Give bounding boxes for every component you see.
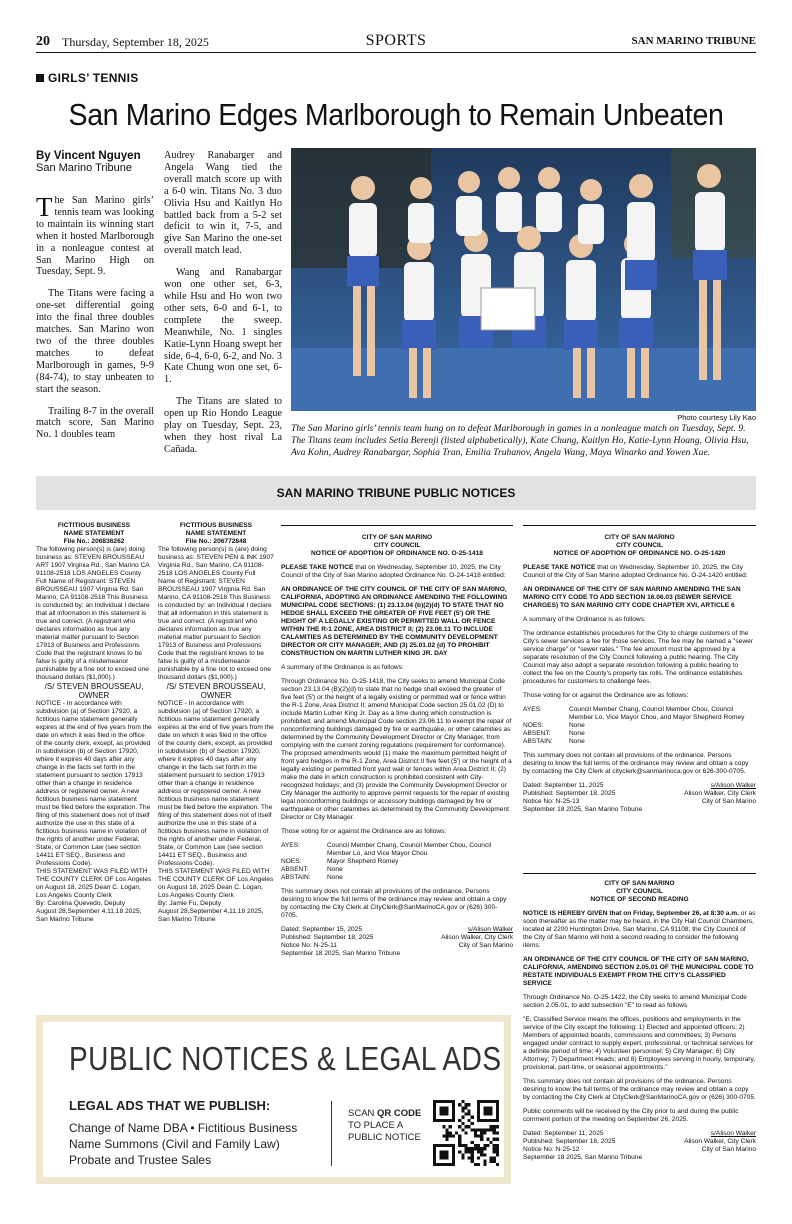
signature-row xyxy=(523,1138,756,1146)
vote-value: Council Member Chang, Council Member Chou, Council Member Lo, Vice Mayor Chou, and Mayor Shepherd Romey xyxy=(569,706,745,721)
notice-rule xyxy=(523,525,756,526)
quoted-section: "E. Classified Service means the offices, positions and employments in the service of the City except the following: 1) Elected and appointed officers; 2) Members of appointed boards, commissions and committees; 3) Persons engaged under contract to supply expert, professional, or technical services for a definite period of time; 4) Volunteer personnel; 5) City Manager; 6) City Attorney; 7) Department Heads; and 8) Employees serving in hourly, temporary, provisional, part-time, or seasonal appointments." xyxy=(523,1016,756,1071)
qr-instructions xyxy=(348,1108,421,1144)
kicker-square-icon xyxy=(36,74,44,82)
summary: Through Ordinance No. O-25-1422, the City seeks to amend Municipal Code section 2.05.01, to add subsection "E" to read as follows xyxy=(523,994,747,1009)
notice-title: FICTITIOUS BUSINESS xyxy=(179,522,253,529)
ad-divider xyxy=(331,1101,332,1166)
fictitious-business-notice xyxy=(158,522,274,924)
second-reading-notice xyxy=(523,880,756,1162)
notice-title: NAME STATEMENT xyxy=(63,530,125,537)
signature: s/Alison Walker xyxy=(710,1130,756,1137)
publication-date: September 18 2025, San Marino Tribune xyxy=(523,806,643,813)
clerk-title: Alison Walker, City Clerk xyxy=(684,1138,756,1145)
vote-value: None xyxy=(327,874,343,881)
ordinance-notice-1418 xyxy=(281,534,513,958)
publication-date: September 18 2025, San Marino Tribune xyxy=(523,1154,643,1161)
vote-label: AYES: xyxy=(523,706,542,713)
notice-heading: NOTICE OF ADOPTION OF ORDINANCE NO. O-25-1418 xyxy=(311,550,483,557)
vote-ayes xyxy=(281,842,513,858)
lead-bold: NOTICE IS HEREBY GIVEN that on Friday, September 26, at 8:30 a.m. xyxy=(523,910,739,917)
vote-value: None xyxy=(569,722,585,729)
dated: Dated: September 11, 2025 xyxy=(523,782,604,789)
ad-service-line: Probate and Trustee Sales xyxy=(69,1153,212,1167)
signature-row xyxy=(523,1146,756,1154)
file-number: File No.: 206772848 xyxy=(185,538,247,545)
byline-org: San Marino Tribune xyxy=(36,162,132,174)
notice-number: Notice No: N-25-12 xyxy=(523,1146,580,1153)
notice-body: NOTICE - In accordance with subdivision (a) of Section 17920, a fictitious name statement generally expires at the end of five years from the date on which it was filed in the office of the county clerk, except, as provided in subdivision (b) of Section 17920, where it expires 40 days after any change in the facts set forth in the statement pursuant to section 17913 other than a change in residence address or registered owner. A new fictitious business name statement must be filed before the expiration. The filing of this statement does not of itself authorize the use in this state of a fictitious business name in violation of the rights of another under Federal, State, or Common Law (see section 14411 ET SEQ., Business and Professions Code). xyxy=(36,700,152,867)
public-comments: Public comments will be received by the City prior to and during the public comment portion of the meeting on September 26, 2025. xyxy=(523,1108,739,1123)
summary: Through Ordinance No. O-25-1418, the City seeks to amend Municipal Code section 23.13.04 (B)(2)(d) to state that no hedge shall exceed the greater of five feet (5') or the height of a legally existing or permitted wall or fence within the R-1 Zone, Area District II; amend Municipal Code section 25.01.02 (D) to include Martin Luther King Jr. Day as a time during which construction is prohibited; and amend Municipal Code section 23.06.11 to exempt the repair of nonconforming buildings damaged by fire or earthquake, or other calamities as determined by the Community Development Director or City Manager, from complying with the current zoning regulations (requirement for conformance). The proposed amendments would (1) make the maximum permitted height of front yard hedges in the R-1 Zone, Area District II five feet (5') or the height of a legally existing or permitted front yard wall or fences within Area District II; (2) make the date in which construction is prohibited consistent with City-recognized holidays; and (3) provide the Community Development Director or City Manager the authority to approve permit requests for the repair of existing legal nonconforming buildings or accessory buildings damaged by fire or earthquake or other calamities as determined by the Community Development Director or City Manager. xyxy=(281,678,512,821)
vote-label: ABSENT: xyxy=(281,866,309,873)
file-number: File No.: 206836262 xyxy=(63,538,125,545)
notice-heading: NOTICE OF SECOND READING xyxy=(590,896,689,903)
clerk-title: Alison Walker, City Clerk xyxy=(441,934,513,941)
ad-service-line: Name Summons (Civil and Family Law) xyxy=(69,1137,280,1151)
published: Published: September 18, 2025 xyxy=(281,934,374,941)
notice-heading: CITY COUNCIL xyxy=(616,888,663,895)
vote-abstain xyxy=(523,738,756,746)
notice-number: Notice No: N-25-11 xyxy=(281,942,337,949)
signature-row xyxy=(523,790,756,798)
vote-label: ABSTAIN: xyxy=(281,874,311,881)
deputy: By: Carolina Quevedo, Deputy xyxy=(36,900,126,907)
qr-code-icon[interactable] xyxy=(433,1100,499,1166)
signer: /S/ STEVEN BROUSSEAU, OWNER xyxy=(166,682,266,700)
clerk-title: Alison Walker, City Clerk xyxy=(684,790,756,797)
signature-row xyxy=(523,1130,756,1138)
notice-lead xyxy=(281,564,513,580)
qr-text-bold: QR CODE xyxy=(377,1108,422,1119)
lead-text: that on Wednesday, September 10, 2025, the City Council of the City of San Marino adopted Ordinance No. O-24-1418 entitled: xyxy=(281,564,506,579)
article-kicker xyxy=(36,71,139,85)
notice-body: The following person(s) is (are) doing business as: STEVEN BROUSSEAU ART 1907 Virginia Rd., San Marino CA 91108-2518 LOS ANGELES County Full Name of Registrant: STEVEN BROUSSEAU 1907 Virginia Rd. San Marino, CA 91108-2518 This Business is conducted by: an Individual I declare that all information in this statement is true and correct. (A registrant who declares information as true any material matter pursuant to Section 17913 of Business and Professions Code that the registrant knows to be false is guilty of a misdemeanor punishable by a fine not to exceed one thousand dollars ($1,000).) xyxy=(36,546,150,681)
team-photo-illustration xyxy=(291,148,756,411)
notice-heading: CITY OF SAN MARINO xyxy=(604,880,675,887)
published: Published: September 18, 2025 xyxy=(523,1138,616,1145)
vote-label: NOES: xyxy=(281,858,302,865)
paper-name: SAN MARINO TRIBUNE xyxy=(631,35,756,47)
published: Published: September 18, 2025 xyxy=(523,790,616,797)
publication-date: September 18 2025, San Marino Tribune xyxy=(281,950,401,957)
filed-statement: THIS STATEMENT WAS FILED WITH THE COUNTY CLERK OF Los Angeles on August 18, 2025 Dean C. Logan, Los Angeles County Clerk xyxy=(36,868,152,899)
vote-value: Mayor Shepherd Romey xyxy=(327,858,399,865)
disclaimer: This summary does not contain all provisions of the ordinance. Persons desiring to know the full terms of the ordinance may review and obtain a copy by contacting the City Clerk at CityClerk@SanMarinoCA.gov or (626) 300-0705. xyxy=(281,888,507,919)
voting-intro: Those voting for or against the Ordinance are as follows: xyxy=(281,828,447,835)
lead-text: or as soon thereafter as the matter may be heard, in the City Hall Council Chambers, located at 2200 Huntington Drive, San Marino, CA 91108; the City Council of the City of San Marino will hold a second reading to consider the following items: xyxy=(523,910,756,949)
photo-caption: The San Marino girls’ tennis team hung on to defeat Marlborough in games in a nonleague match on Tuesday, Sept. 9. The Titans team includes Setia Berenji (listed alphabetically), Kate Chung, Kaitlyn Ho, Katie-Lynn Hoang, Olivia Hsu, Ava Kohn, Audrey Ranabargar, Sophia Tran, Emilia Truhanov, Angela Wang, Maya Winarko and Yowen Xue. xyxy=(291,423,749,458)
article-paragraph: Wang and Ranabargar won one other set, 6-3, while Hsu and Ho won two other sets, 6-0 and 6-1, to complete the sweep. Meanwhile, No. 1 singles Katie-Lynn Hoang swept her side, 6-4, 6-0, 6-2, and No. 3 Kate Chung won one set, 6-1. xyxy=(164,267,282,386)
kicker-text: GIRLS’ TENNIS xyxy=(48,71,139,85)
section-title: SPORTS xyxy=(365,32,427,49)
lead-text: that on Wednesday, September 10, 2025, the City Council of the City of San Marino adopted Ordinance No. O-24-1420 entitled: xyxy=(523,564,748,579)
notice-heading: CITY COUNCIL xyxy=(373,542,421,549)
fictitious-business-notice xyxy=(36,522,152,924)
vote-absent xyxy=(523,730,756,738)
vote-label: NOES: xyxy=(523,722,544,729)
ad-title: PUBLIC NOTICES & LEGAL ADS xyxy=(69,1040,502,1077)
qr-text: SCAN xyxy=(348,1108,375,1119)
signature-row xyxy=(523,798,756,806)
qr-line: PUBLIC NOTICE xyxy=(348,1132,421,1143)
signature: s/Alison Walker xyxy=(467,926,513,933)
notice-body: The following person(s) is (are) doing business as: STEVEN PEN & INK 1907 Virginia Rd., San Marino, CA 91108-2518 LOS ANGELES County Full Name of Registrant: STEVEN BROUSSEAU 1907 Virginia Rd. San Marino, CA 91108-2518 This Business is conducted by: an Individual I declare that all information in this statement is true and correct. (A registrant who declares information as true any material matter pursuant to Section 17913 of Business and Professions Code that the registrant knows to be false is guilty of a misdemeanor punishable by a fine not to exceed one thousand dollars ($1,000).) xyxy=(158,546,274,681)
notice-lead xyxy=(523,910,756,950)
ordinance-title: AN ORDINANCE OF THE CITY COUNCIL OF THE CITY OF SAN MARINO, CALIFORNIA, AMENDING SECTION 2.05.01 OF THE MUNICIPAL CODE TO RESTATE INDIVIDUALS EXEMPT FROM THE CITY'S CLASSIFIED SERVICE xyxy=(523,956,754,987)
notice-number: Notice No: N-25-13 xyxy=(523,798,580,805)
disclaimer: This summary does not contain all provisions of the ordinance. Persons desiring to know the full terms of the ordinance may review and obtain a copy by contacting the City Clerk at CityClerk@SanMarinoCA.gov or (626) 300-0705. xyxy=(523,1078,756,1101)
summary: The ordinance establishes procedures for the City to charge customers of the City's sewer services a fee for those services. The fee may be named a "sewer service charge" or "sewer rates." The fee amount must be approved by a separate resolution of the City Council following a public hearing. The City Council may also adopt a separate resolution following a public hearing to collect the fee on the County's property tax rolls. The ordinance establishes procedures for customers to challenge fees. xyxy=(523,630,753,685)
dated: Dated: September 11, 2025 xyxy=(523,1130,604,1137)
vote-abstain xyxy=(281,874,513,882)
signature-row xyxy=(281,934,513,942)
qr-line: TO PLACE A xyxy=(348,1120,404,1131)
lead-bold: PLEASE TAKE NOTICE xyxy=(281,564,354,571)
public-notices-band xyxy=(36,476,756,510)
summary-intro: A summary of the Ordinance is as follows: xyxy=(523,616,646,623)
article-paragraph: Trailing 8-7 in the overall match score, San Marino No. 1 doubles team xyxy=(36,405,154,441)
header-rule xyxy=(36,52,756,53)
notice-rule xyxy=(523,873,756,874)
page-number: 20 xyxy=(36,34,50,49)
notice-heading: CITY OF SAN MARINO xyxy=(361,534,433,541)
notice-heading: CITY COUNCIL xyxy=(616,542,663,549)
ad-service-line: Change of Name DBA • Fictitious Business xyxy=(69,1121,298,1135)
article-column-1 xyxy=(36,192,154,451)
publication-dates: August 28,September 4,11,18 2025, San Marino Tribune xyxy=(158,908,264,923)
article-paragraph xyxy=(36,192,154,278)
vote-value: None xyxy=(569,738,585,745)
headline: San Marino Edges Marlborough to Remain Unbeaten xyxy=(68,97,724,132)
deputy: By: Jamie Fu, Deputy xyxy=(158,900,222,907)
vote-ayes xyxy=(523,706,756,722)
voting-intro: Those voting for or against the Ordinance are as follows: xyxy=(523,692,689,699)
notice-lead xyxy=(523,564,756,580)
notice-heading: CITY OF SAN MARINO xyxy=(604,534,675,541)
ad-subtitle: LEGAL ADS THAT WE PUBLISH: xyxy=(69,1098,271,1113)
dropcap: T xyxy=(36,192,53,222)
ordinance-title: AN ORDINANCE OF THE CITY COUNCIL OF THE CITY OF SAN MARINO, CALIFORNIA, ADOPTING AN ORDINANCE AMENDING THE FOLLOWING MUNICIPAL CODE SECTIONS: (1) 23.13.04 (b)(2)(d) TO STATE THAT NO HEDGE SHALL EXCEED THE GREATER OF FIVE FEET (5') OR THE HEIGHT OF A LEGALLY EXISTING OR PERMITTED WALL OR FENCE WITHIN THE R-1 ZONE, AREA DISTRICT II; (2) 23.06.11 TO INCLUDE CALAMITIES AS DETERMINED BY THE COMMUNITY DEVELOPMENT DIRECTOR OR CITY MANAGER; AND (3) 25.01.02 (d) TO PROHIBIT CONSTRUCTION ON MARTIN LUTHER KING JR. DAY xyxy=(281,586,508,657)
signature-row xyxy=(523,782,756,790)
issue-date: Thursday, September 18, 2025 xyxy=(62,35,209,49)
disclaimer: This summary does not contain all provisions of the ordinance. Persons desiring to know the full terms of the ordinance may review and obtain a copy by contacting the City Clerk at cityclerk@sanmarinoca.gov or 626-300-0705. xyxy=(523,752,749,775)
signer: /S/ STEVEN BROUSSEAU, OWNER xyxy=(44,682,144,700)
notice-body: NOTICE - In accordance with subdivision (a) of Section 17920, a fictitious name statement generally expires at the end of five years from the date on which it was filed in the office of the county clerk, except, as provided in subdivision (b) of Section 17920, where it expires 40 days after any change in the facts set forth in the statement pursuant to section 17913 other than a change in residence address or registered owner. A new fictitious business name statement must be filed before the expiration. The filing of this statement does not of itself authorize the use in this state of a fictitious business name in violation of the rights of another under Federal, State, or Common Law (see section 14411 ET SEQ., Business and Professions Code). xyxy=(158,700,274,867)
notice-title: FICTITIOUS BUSINESS xyxy=(57,522,131,529)
signature: s/Alison Walker xyxy=(710,782,756,789)
city-name: City of San Marino xyxy=(701,798,756,805)
summary-intro: A summary of the Ordinance is as follows: xyxy=(281,664,404,671)
city-name: City of San Marino xyxy=(458,942,513,949)
vote-value: None xyxy=(327,866,343,873)
vote-absent xyxy=(281,866,513,874)
notice-heading: NOTICE OF ADOPTION OF ORDINANCE NO. O-25-1420 xyxy=(553,550,726,557)
publication-dates: August 28,September 4,11,18 2025, San Marino Tribune xyxy=(36,908,142,923)
byline xyxy=(36,150,161,174)
dated: Dated: September 15, 2025 xyxy=(281,926,363,933)
article-paragraph: The Titans are slated to open up Rio Hondo League play on Tuesday, Sept. 23, when they host rival La Cañada. xyxy=(164,396,282,455)
public-notices-title: SAN MARINO TRIBUNE PUBLIC NOTICES xyxy=(276,486,516,500)
photo-credit: Photo courtesy Lily Kao xyxy=(677,413,756,422)
signature-row xyxy=(281,942,513,950)
vote-label: ABSTAIN: xyxy=(523,738,553,745)
signature-row xyxy=(281,926,513,934)
qr-line xyxy=(348,1108,421,1120)
article-column-2 xyxy=(164,150,282,466)
ad-services-list xyxy=(69,1120,297,1168)
article-paragraph: The Titans were facing a one-set differential going into the final three doubles matches. San Marino won two of the three doubles matches to defeat Marlborough in games, 9-9 (84-74), to stay unbeaten to start the season. xyxy=(36,288,154,395)
vote-noes xyxy=(281,858,513,866)
city-name: City of San Marino xyxy=(701,1146,756,1153)
ad-panel xyxy=(43,1022,504,1177)
article-paragraph-continued: Audrey Ranabarger and Angela Wang tied the overall match score up with a 6-0 win. Titans No. 3 duo Olivia Hsu and Kaitlyn Ho battled back from a 5-2 set deficit to win it, 7-5, and give San Marino the one-set overall match lead. xyxy=(164,150,282,257)
ordinance-title: AN ORDINANCE OF THE CITY OF SAN MARINO AMENDING THE SAN MARINO CITY CODE TO ADD SECTION 16.06.03 (SEWER SERVICE CHARGES) TO SAN MARINO CITY CODE CHAPTER XVI, ARTICLE 6 xyxy=(523,586,741,609)
legal-ads-promo xyxy=(36,1015,511,1184)
vote-value: None xyxy=(569,730,585,737)
filed-statement: THIS STATEMENT WAS FILED WITH THE COUNTY CLERK OF Los Angeles on August 18, 2025 Dean C. Logan, Los Angeles County Clerk xyxy=(158,868,274,899)
lead-bold: PLEASE TAKE NOTICE xyxy=(523,564,596,571)
paragraph-text: he San Marino girls’ tennis team was looking to maintain its winning start when it hosted Marlborough in a nonleague contest at San Marino High on Tuesday, Sept. 9. xyxy=(36,195,154,278)
notice-title: NAME STATEMENT xyxy=(185,530,247,537)
vote-noes xyxy=(523,722,756,730)
team-photo xyxy=(291,148,756,411)
vote-label: AYES: xyxy=(281,842,300,849)
vote-label: ABSENT: xyxy=(523,730,551,737)
notice-rule xyxy=(281,525,513,526)
byline-name: By Vincent Nguyen xyxy=(36,150,141,162)
ordinance-notice-1420 xyxy=(523,534,756,814)
vote-value: Council Member Chang, Council Member Chou, Council Member Lo, and Vice Mayor Chou xyxy=(327,842,492,857)
